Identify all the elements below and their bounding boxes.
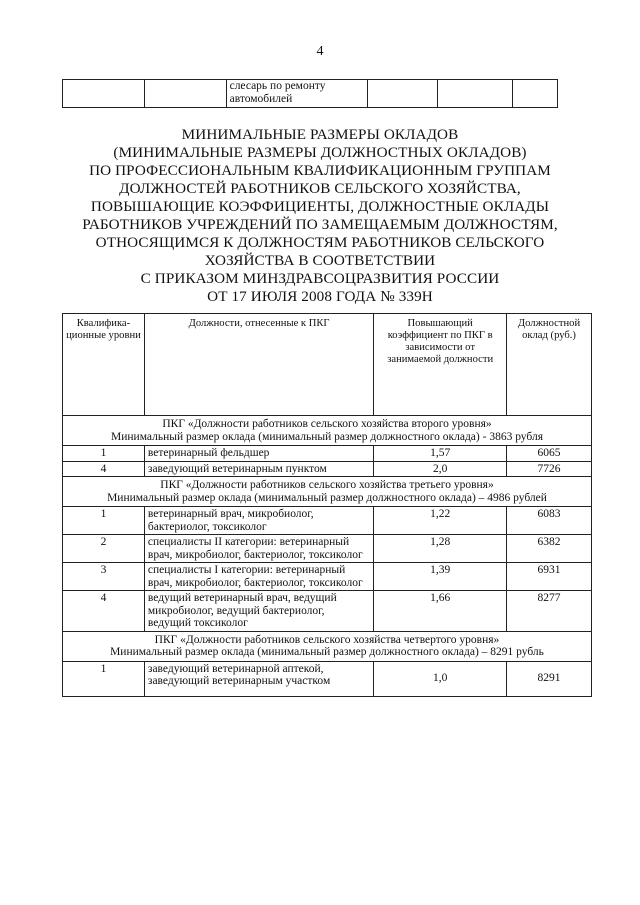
coef-cell: 1,66 bbox=[374, 591, 507, 632]
table-row bbox=[63, 535, 592, 563]
coef-cell: 2,0 bbox=[374, 461, 507, 477]
position-cell: заведующий ветеринарной аптекой, заведующий ветеринарным участком bbox=[144, 661, 373, 696]
group-title: ПКГ «Должности работников сельского хозяйства второго уровня» bbox=[162, 418, 492, 430]
table-row bbox=[63, 80, 558, 108]
page-number: 4 bbox=[316, 44, 324, 59]
coef-cell: 1,57 bbox=[374, 446, 507, 462]
level-cell: 4 bbox=[63, 461, 145, 477]
header-levels: Квалифика-ционные уровни bbox=[63, 314, 145, 416]
table-row bbox=[63, 661, 592, 696]
salary-cell: 8277 bbox=[507, 591, 592, 632]
position-cell: заведующий ветеринарным пунктом bbox=[144, 461, 373, 477]
table-cell bbox=[144, 80, 226, 108]
continuation-table bbox=[62, 79, 558, 108]
group-subtitle: Минимальный размер оклада (минимальный размер должностного оклада) – 8291 рубль bbox=[110, 646, 544, 658]
salary-table bbox=[62, 313, 592, 697]
heading-line: (МИНИМАЛЬНЫЕ РАЗМЕРЫ ДОЛЖНОСТНЫХ ОКЛАДОВ) bbox=[113, 144, 527, 161]
group-header bbox=[63, 477, 592, 507]
table-header-row bbox=[63, 314, 592, 416]
group-title: ПКГ «Должности работников сельского хозяйства четвертого уровня» bbox=[154, 633, 500, 646]
heading-line: ПО ПРОФЕССИОНАЛЬНЫМ КВАЛИФИКАЦИОННЫМ ГРУППАМ bbox=[89, 162, 551, 179]
position-cell: ведущий ветеринарный врач, ведущий микробиолог, ведущий бактериолог, ведущий токсиколог bbox=[144, 591, 373, 632]
heading-line: ХОЗЯЙСТВА В СООТВЕТСТВИИ bbox=[204, 252, 436, 269]
salary-cell: 6083 bbox=[507, 507, 592, 535]
position-cell: специалисты II категории: ветеринарный врач, микробиолог, бактериолог, токсиколог bbox=[144, 535, 373, 563]
level-cell: 1 bbox=[63, 446, 145, 462]
table-cell bbox=[438, 80, 513, 108]
coef-cell: 1,28 bbox=[374, 535, 507, 563]
group-header bbox=[63, 631, 592, 661]
heading-line: РАБОТНИКОВ УЧРЕЖДЕНИЙ ПО ЗАМЕЩАЕМЫМ ДОЛЖНОСТЯМ, bbox=[82, 216, 558, 233]
level-cell: 3 bbox=[63, 563, 145, 591]
position-cell: ветеринарный врач, микробиолог, бактериолог, токсиколог bbox=[144, 507, 373, 535]
group-subtitle: Минимальный размер оклада (минимальный размер должностного оклада) – 4986 рублей bbox=[107, 491, 547, 504]
salary-cell: 7726 bbox=[507, 461, 592, 477]
table-row bbox=[63, 507, 592, 535]
heading-line: ОТНОСЯЩИМСЯ К ДОЛЖНОСТЯМ РАБОТНИКОВ СЕЛЬСКОГО bbox=[95, 234, 545, 251]
group-title: ПКГ «Должности работников сельского хозяйства третьего уровня» bbox=[160, 479, 494, 491]
coef-cell: 1,22 bbox=[374, 507, 507, 535]
heading-line: ОТ 17 ИЮЛЯ 2008 ГОДА № 339Н bbox=[207, 288, 433, 305]
table-cell: слесарь по ремонту автомобилей bbox=[226, 80, 368, 108]
salary-cell: 6382 bbox=[507, 535, 592, 563]
table-cell bbox=[63, 80, 145, 108]
position-cell: специалисты I категории: ветеринарный врач, микробиолог, бактериолог, токсиколог bbox=[144, 563, 373, 591]
position-cell: ветеринарный фельдшер bbox=[144, 446, 373, 462]
heading-line: МИНИМАЛЬНЫЕ РАЗМЕРЫ ОКЛАДОВ bbox=[181, 126, 459, 143]
table-row bbox=[63, 563, 592, 591]
level-cell: 2 bbox=[63, 535, 145, 563]
salary-cell: 6065 bbox=[507, 446, 592, 462]
level-cell: 1 bbox=[63, 661, 145, 696]
header-positions: Должности, отнесенные к ПКГ bbox=[144, 314, 373, 416]
table-row bbox=[63, 591, 592, 632]
level-cell: 1 bbox=[63, 507, 145, 535]
coef-cell: 1,39 bbox=[374, 563, 507, 591]
heading-line: С ПРИКАЗОМ МИНЗДРАВСОЦРАЗВИТИЯ РОССИИ bbox=[140, 270, 500, 287]
group-subtitle: Минимальный размер оклада (минимальный размер должностного оклада) - 3863 рубля bbox=[111, 430, 543, 443]
level-cell: 4 bbox=[63, 591, 145, 632]
table-row bbox=[63, 461, 592, 477]
salary-cell: 6931 bbox=[507, 563, 592, 591]
salary-cell: 8291 bbox=[507, 661, 592, 696]
header-coefficient: Повышающий коэффициент по ПКГ в зависимости от занимаемой должности bbox=[374, 314, 507, 416]
header-salary: Должностной оклад (руб.) bbox=[507, 314, 592, 416]
group-header-row bbox=[63, 631, 592, 661]
group-header-row bbox=[63, 477, 592, 507]
group-header bbox=[63, 416, 592, 446]
table-row bbox=[63, 446, 592, 462]
coef-cell: 1,0 bbox=[374, 661, 507, 696]
group-header-row bbox=[63, 416, 592, 446]
document-heading bbox=[40, 126, 600, 306]
table-cell bbox=[513, 80, 558, 108]
heading-line: ПОВЫШАЮЩИЕ КОЭФФИЦИЕНТЫ, ДОЛЖНОСТНЫЕ ОКЛАДЫ bbox=[90, 198, 550, 215]
table-cell bbox=[368, 80, 438, 108]
heading-line: ДОЛЖНОСТЕЙ РАБОТНИКОВ СЕЛЬСКОГО ХОЗЯЙСТВА, bbox=[119, 180, 521, 197]
